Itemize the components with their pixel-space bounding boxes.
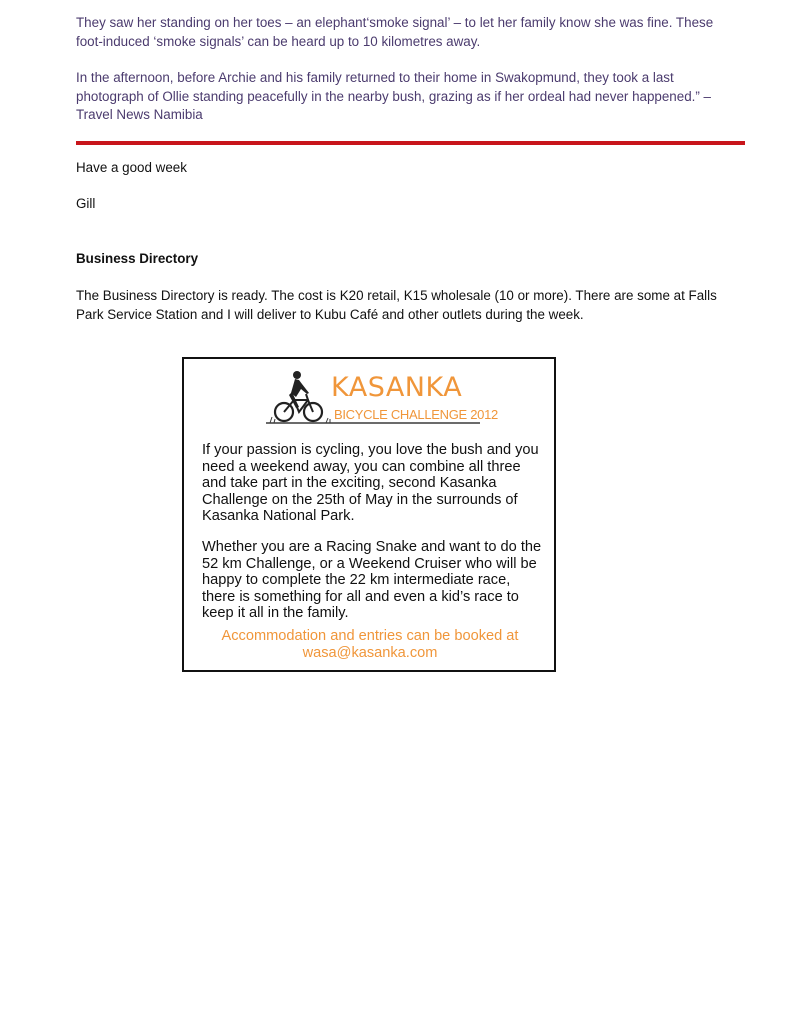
closing-greeting: Have a good week [76, 160, 187, 175]
kasanka-logo [266, 367, 498, 429]
section-divider [76, 141, 745, 145]
advert-paragraph: If your passion is cycling, you love the bush and you need a weekend away, you can combine all three and take part in the exciting, second Kasanka Challenge on the 25th of May in the surrounds of Kasanka National Park. [202, 442, 539, 525]
section-heading: Business Directory [76, 251, 199, 266]
logo-subtitle: BICYCLE CHALLENGE 2012 [334, 407, 498, 422]
logo-title: KASANKA [331, 372, 463, 403]
advert-contact: Accommodation and entries can be booked at wasa@kasanka.com [221, 628, 519, 661]
section-body: The Business Directory is ready. The cost is K20 retail, K15 wholesale (10 or more). There are some at Falls Park Service Station and I will deliver to Kubu Café and other outlets during the week. [76, 288, 717, 322]
article-paragraph: In the afternoon, before Archie and his family returned to their home in Swakopmund, they took a last photograph of Ollie standing peacefully in the nearby bush, grazing as if her ordeal had never happened.” – Travel News Namibia [76, 70, 711, 122]
advert-paragraph: Whether you are a Racing Snake and want to do the 52 km Challenge, or a Weekend Cruiser who will be happy to complete the 22 km intermediate race, there is something for all and even a kid’s race to keep it all in the family. [202, 539, 542, 622]
advert-box [182, 357, 556, 672]
article-paragraph: They saw her standing on her toes – an elephant‘smoke signal’ – to let her family know she was fine. These foot-induced ‘smoke signals’ can be heard up to 10 kilometres away. [76, 15, 714, 49]
signature: Gill [76, 196, 96, 211]
